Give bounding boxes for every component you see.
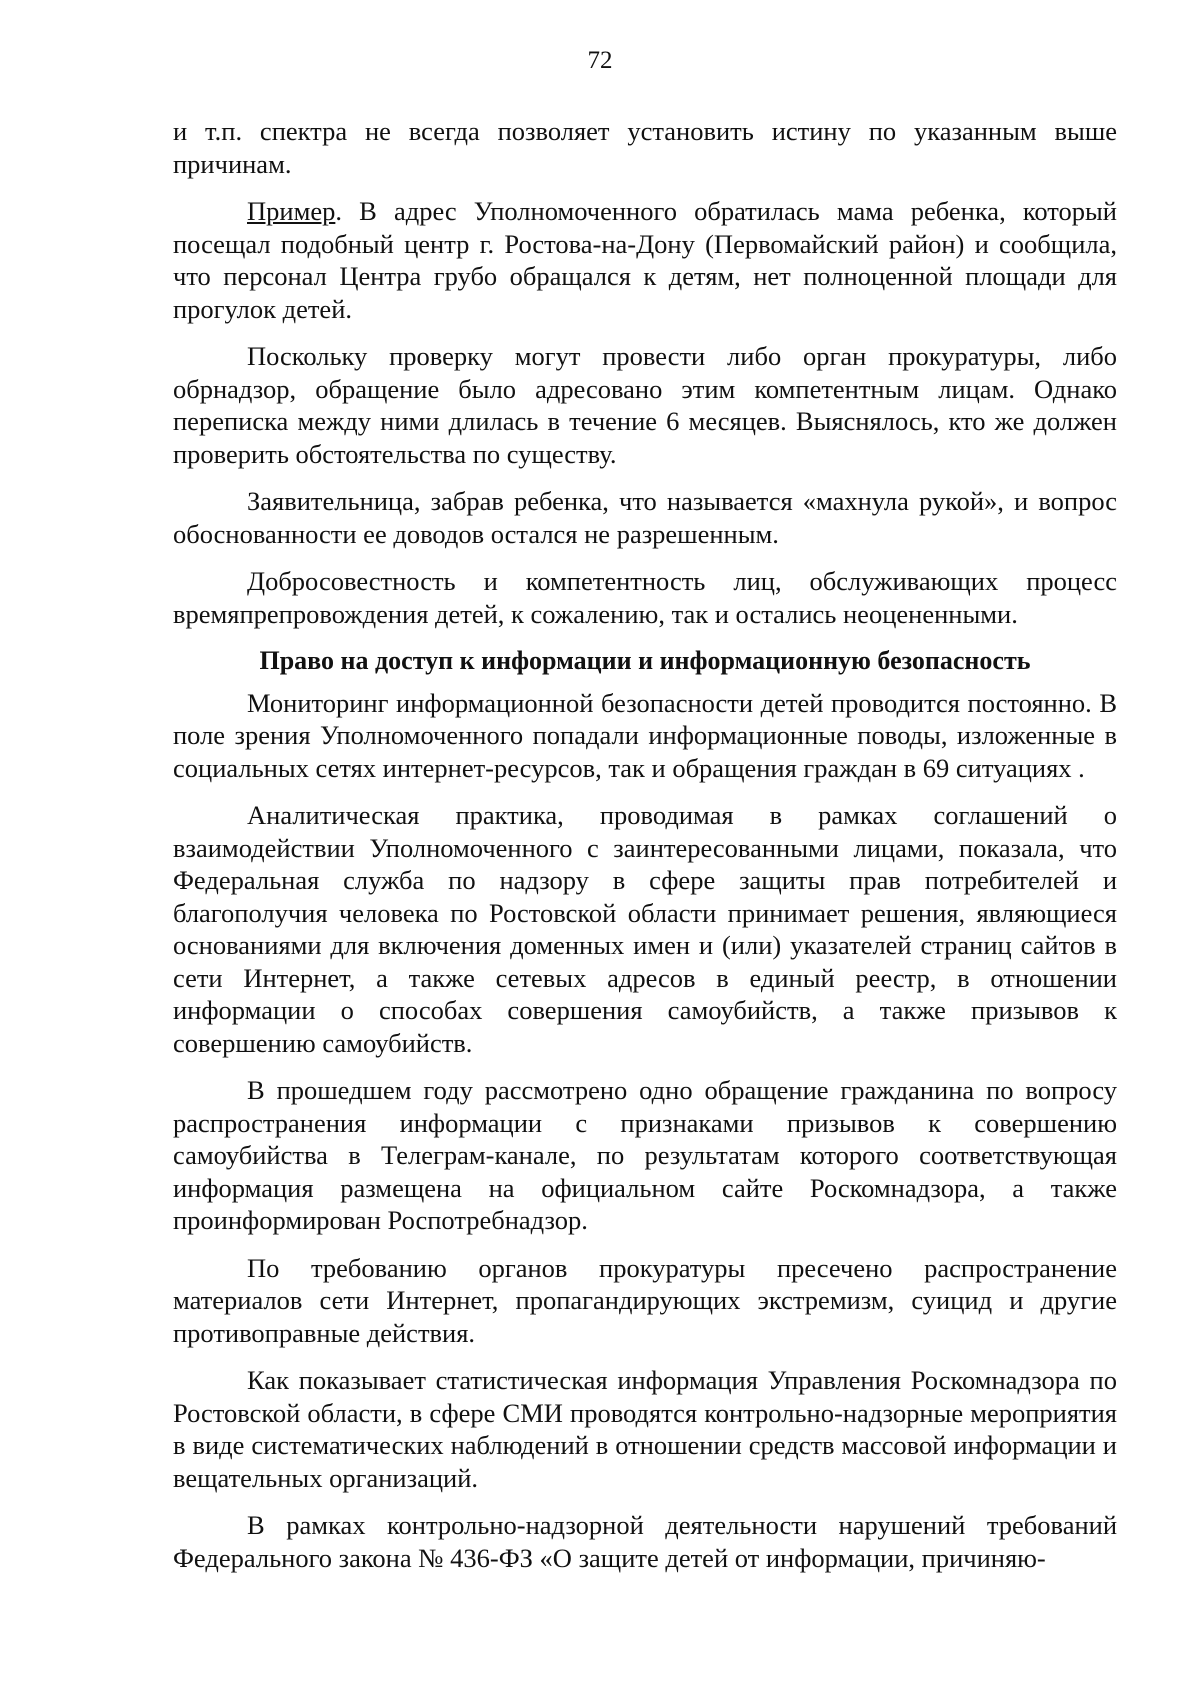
paragraph: По требованию органов прокуратуры пресечено распространение материалов сети Интернет, пропагандирующих экстремизм, суицид и другие противоправные действия. bbox=[173, 1252, 1117, 1348]
section-heading: Право на доступ к информации и информационную безопасность bbox=[259, 646, 1031, 675]
example-text: . В адрес Уполномоченного обратилась мама ребенка, который посещал подобный центр г. Ростова-на-Дону (Первомайский район) и сообщила, что персонал Центра грубо обращался к детям, нет полноценной площади для прогулок детей. bbox=[173, 196, 1117, 324]
paragraph: Заявительница, забрав ребенка, что называется «махнула рукой», и вопрос обоснованности ее доводов остался не разрешенным. bbox=[173, 486, 1117, 549]
paragraph-continuation: и т.п. спектра не всегда позволяет установить истину по указанным выше причинам. bbox=[173, 116, 1117, 179]
document-body bbox=[173, 115, 1117, 1589]
paragraph-example bbox=[173, 195, 1117, 325]
page-number: 72 bbox=[587, 47, 613, 74]
paragraph: Как показывает статистическая информация Управления Роскомнадзора по Ростовской области, в сфере СМИ проводятся контрольно-надзорные мероприятия в виде систематических наблюдений в отношении средств массовой информации и вещательных организаций. bbox=[173, 1365, 1117, 1493]
paragraph-truncated: В рамках контрольно-надзорной деятельности нарушений требований Федерального закона № 436-ФЗ «О защите детей от информации, причиняю- bbox=[173, 1510, 1117, 1573]
paragraph: В прошедшем году рассмотрено одно обращение гражданина по вопросу распространения информации с признаками призывов к совершению самоубийства в Телеграм-канале, по результатам которого соответствующая информация размещена на официальном сайте Роскомнадзора, а также проинформирован Роспотребнадзор. bbox=[173, 1075, 1117, 1235]
paragraph: Аналитическая практика, проводимая в рамках соглашений о взаимодействии Уполномоченного с заинтересованными лицами, показала, что Федеральная служба по надзору в сфере защиты прав потребителей и благополучия человека по Ростовской области принимает решения, являющиеся основаниями для включения доменных имен и (или) указателей страниц сайтов в сети Интернет, а также сетевых адресов в единый реестр, в отношении информации о способах совершения самоубийств, а также призывов к совершению самоубийств. bbox=[173, 800, 1117, 1058]
example-label: Пример bbox=[247, 196, 336, 226]
paragraph: Поскольку проверку могут провести либо орган прокуратуры, либо обрнадзор, обращение было адресовано этим компетентным лицам. Однако переписка между ними длилась в течение 6 месяцев. Выяснялось, кто же должен проверить обстоятельства по существу. bbox=[173, 341, 1117, 469]
paragraph: Мониторинг информационной безопасности детей проводится постоянно. В поле зрения Уполномоченного попадали информационные поводы, изложенные в социальных сетях интернет-ресурсов, так и обращения граждан в 69 ситуациях . bbox=[173, 687, 1117, 783]
paragraph: Добросовестность и компетентность лиц, обслуживающих процесс времяпрепровождения детей, к сожалению, так и остались неоцененными. bbox=[173, 566, 1117, 629]
